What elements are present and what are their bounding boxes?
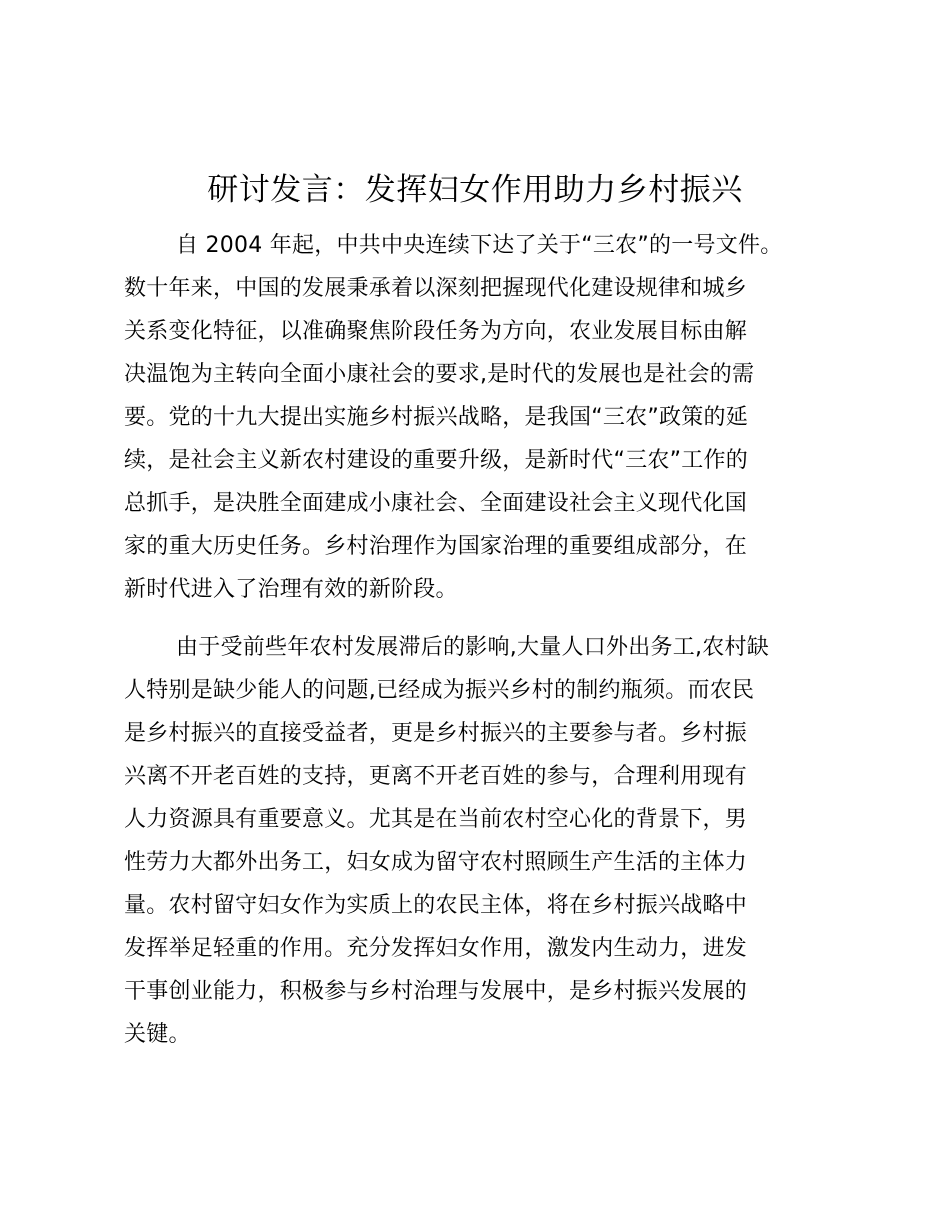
paragraph-line: 续，是社会主义新农村建设的重要升级，是新时代“三农”工作的	[124, 448, 749, 473]
paragraph-line: 兴离不开老百姓的支持，更离不开老百姓的参与，合理利用现有	[124, 764, 748, 789]
paragraph-2	[124, 626, 836, 1056]
paragraph-line: 发挥举足轻重的作用。充分发挥妇女作用，激发内生动力，进发	[124, 936, 748, 961]
paragraph-line: 性劳力大都外出务工，妇女成为留守农村照顾生产生活的主体力	[124, 850, 748, 875]
paragraph-line: 人特别是缺少能人的问题,已经成为振兴乡村的制约瓶须。而农民	[124, 678, 755, 703]
paragraph-line: 关系变化特征，以准确聚焦阶段任务为方向，农业发展目标由解	[124, 319, 748, 344]
paragraph-line: 由于受前些年农村发展滞后的影响,大量人口外出务工,农村缺	[176, 635, 769, 660]
paragraph-line: 家的重大历史任务。乡村治理作为国家治理的重要组成部分，在	[124, 534, 748, 559]
paragraph-line: 要。党的十九大提出实施乡村振兴战略，是我国“三农”政策的延	[124, 405, 749, 430]
paragraph-1	[124, 224, 836, 611]
paragraph-line: 关键。	[124, 1022, 191, 1047]
paragraph-line: 干事创业能力，积极参与乡村治理与发展中，是乡村振兴发展的	[124, 979, 748, 1004]
paragraph-line: 是乡村振兴的直接受益者，更是乡村振兴的主要参与者。乡村振	[124, 721, 748, 746]
paragraph-line: 数十年来，中国的发展秉承着以深刻把握现代化建设规律和城乡	[124, 276, 748, 301]
document-title: 研讨发言：发挥妇女作用助力乡村振兴	[207, 172, 743, 208]
paragraph-line: 量。农村留守妇女作为实质上的农民主体，将在乡村振兴战略中	[124, 893, 748, 918]
paragraph-line: 新时代进入了治理有效的新阶段。	[124, 577, 458, 602]
paragraph-line: 人力资源具有重要意义。尤其是在当前农村空心化的背景下，男	[124, 807, 748, 832]
paragraph-line: 自 2004 年起，中共中央连续下达了关于“三农”的一号文件。	[176, 233, 783, 258]
paragraph-line: 总抓手，是决胜全面建成小康社会、全面建设社会主义现代化国	[124, 491, 748, 516]
paragraph-line: 决温饱为主转向全面小康社会的要求,是时代的发展也是社会的需	[124, 362, 755, 387]
